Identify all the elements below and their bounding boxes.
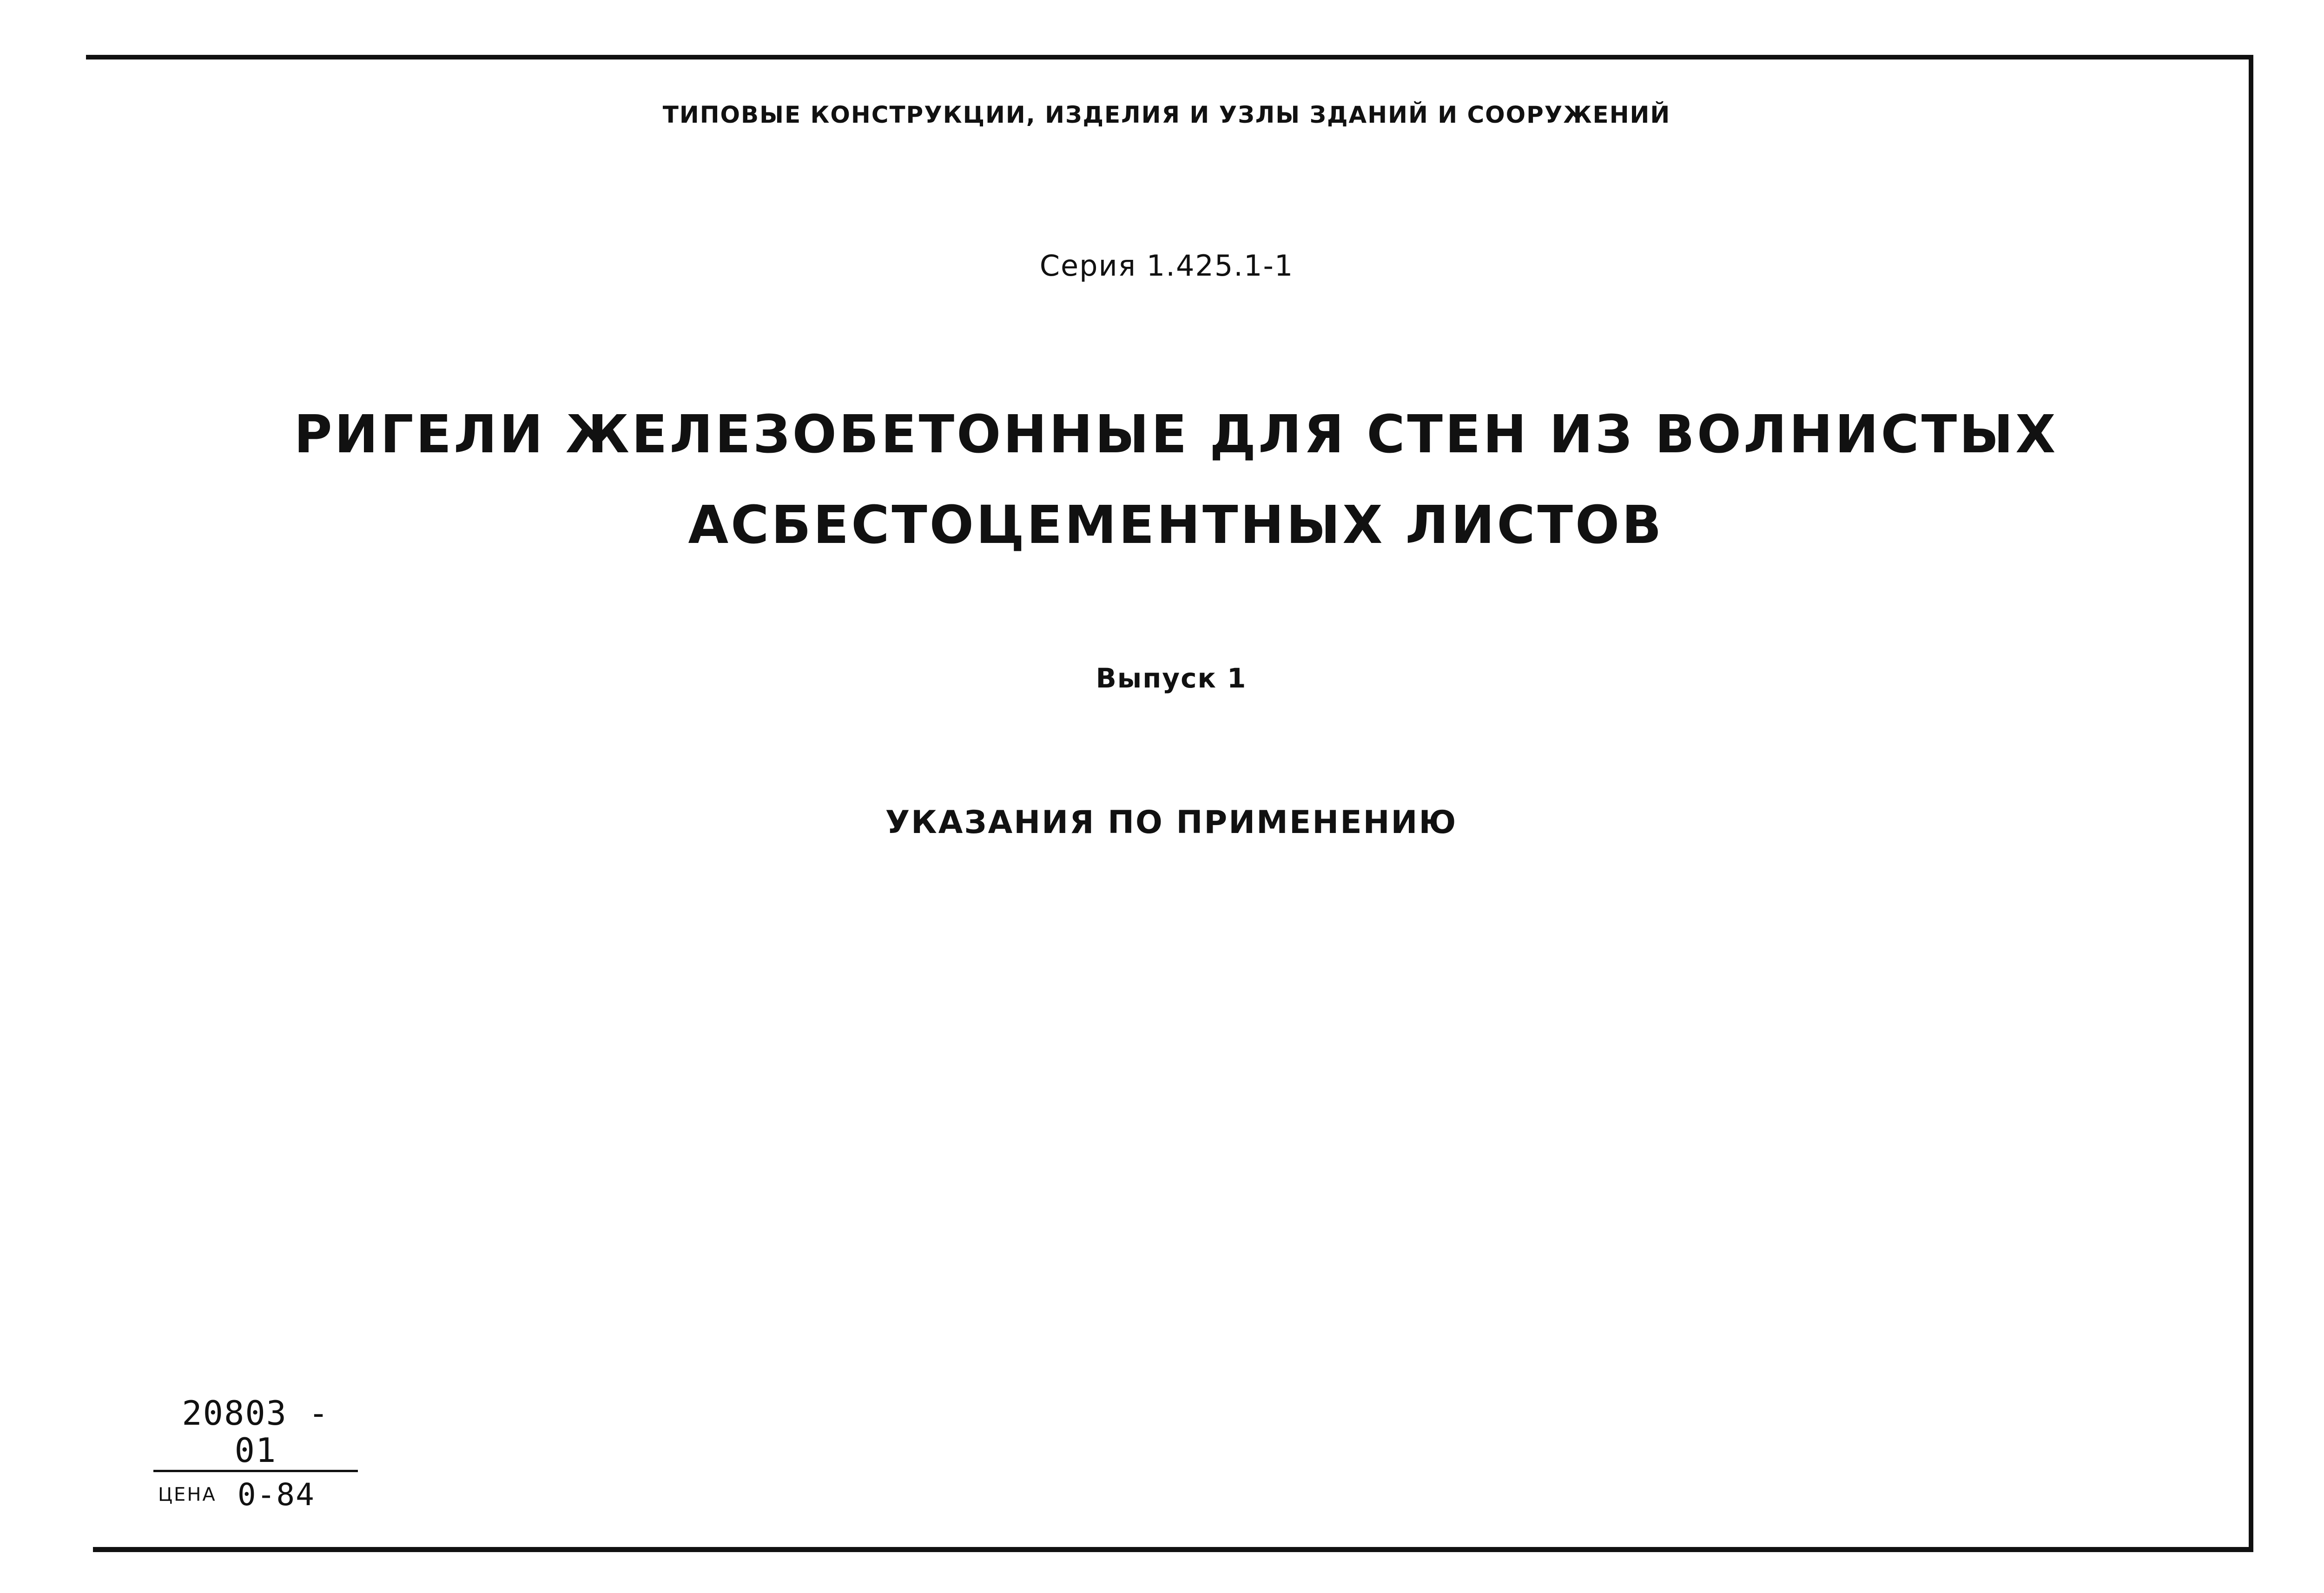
series-number: Серия 1.425.1-1 bbox=[1039, 249, 1294, 283]
price-label: ЦЕНА bbox=[158, 1484, 217, 1506]
document-title-line-2: АСБЕСТОЦЕМЕНТНЫХ ЛИСТОВ bbox=[688, 495, 1664, 555]
collection-header: ТИПОВЫЕ КОНСТРУКЦИИ, ИЗДЕЛИЯ И УЗЛЫ ЗДАНИЙ И СООРУЖЕНИЙ bbox=[662, 101, 1671, 128]
issue-number: Выпуск 1 bbox=[1096, 662, 1247, 694]
price-value: 0-84 bbox=[237, 1477, 315, 1513]
catalog-stamp bbox=[153, 1395, 358, 1513]
stamp-divider bbox=[153, 1470, 358, 1472]
price-line bbox=[153, 1477, 358, 1513]
section-title: УКАЗАНИЯ ПО ПРИМЕНЕНИЮ bbox=[885, 804, 1458, 841]
catalog-code: 20803 - 01 bbox=[182, 1394, 330, 1470]
document-title-line-1: РИГЕЛИ ЖЕЛЕЗОБЕТОННЫЕ ДЛЯ СТЕН ИЗ ВОЛНИСТЫХ bbox=[294, 404, 2058, 465]
frame-bottom-border bbox=[93, 1547, 2253, 1552]
frame-top-border bbox=[86, 55, 2252, 59]
